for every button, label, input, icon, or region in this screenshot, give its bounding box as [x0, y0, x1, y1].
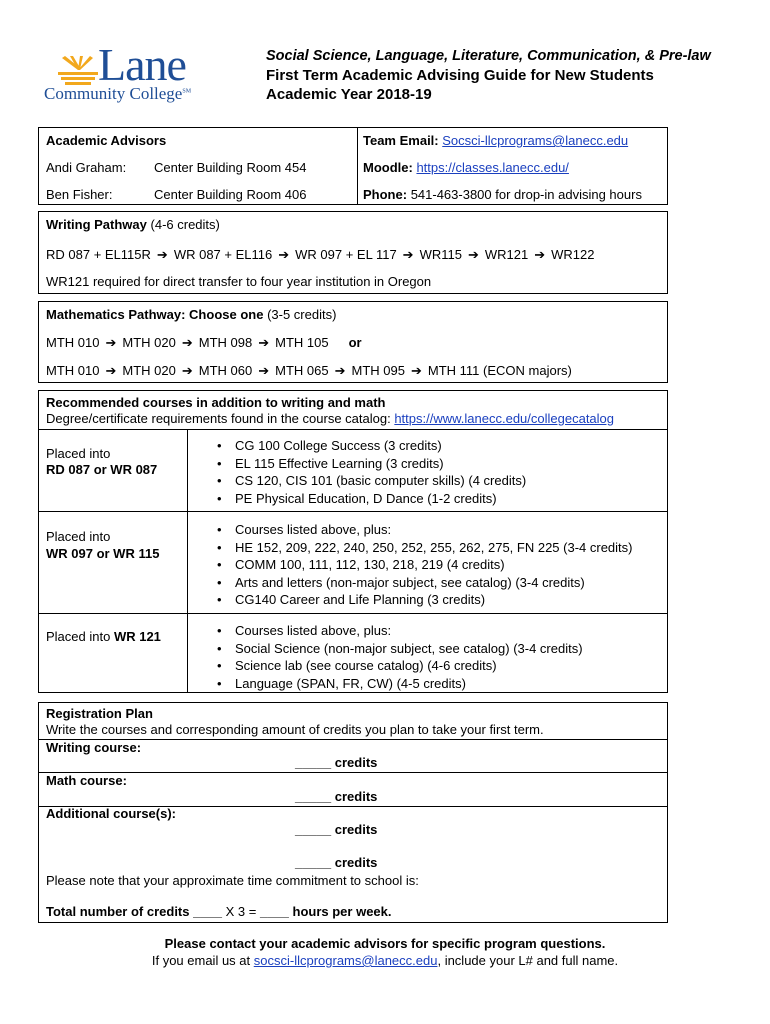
moodle-row: Moodle: https://classes.lanecc.edu/: [363, 160, 569, 175]
placed-level-row: Placed into WR 121: [46, 629, 161, 644]
list-item: • Science lab (see course catalog) (4-6 credits): [213, 657, 583, 675]
list-item: • COMM 100, 111, 112, 130, 218, 219 (4 credits): [213, 556, 632, 574]
arrow-right-icon: ➔: [181, 363, 193, 378]
math-credits-field[interactable]: _____ credits: [295, 789, 378, 804]
additional-credits-field[interactable]: _____ credits: [295, 855, 378, 870]
total-credits-line[interactable]: Total number of credits ____ X 3 = ____ hours per week.: [46, 904, 392, 919]
arrow-right-icon: ➔: [334, 363, 346, 378]
arrow-right-icon: ➔: [258, 335, 270, 350]
list-item: • CG140 Career and Life Planning (3 credits): [213, 591, 632, 609]
math-pathway-box: [38, 301, 668, 383]
team-email-row: Team Email: Socsci-llcprograms@lanecc.edu: [363, 133, 629, 148]
writing-path: RD 087 + EL115R ➔ WR 087 + EL116 ➔ WR 097 + EL 117 ➔ WR115 ➔ WR121 ➔ WR122: [46, 247, 595, 262]
writing-course-label: Writing course:: [46, 740, 142, 755]
arrow-right-icon: ➔: [105, 363, 117, 378]
sun-icon: [58, 56, 100, 86]
math-course-label: Math course:: [46, 773, 127, 788]
registration-box: [38, 702, 668, 923]
lane-logo: [44, 39, 234, 106]
writing-pathway-box: [38, 211, 668, 294]
advisor-name: Andi Graham:: [46, 160, 127, 175]
list-item: • HE 152, 209, 222, 240, 250, 252, 255, 262, 275, FN 225 (3-4 credits): [213, 539, 632, 557]
moodle-link[interactable]: https://classes.lanecc.edu/: [416, 160, 569, 175]
writing-credits-field[interactable]: _____ credits: [295, 755, 378, 770]
time-note: Please note that your approximate time commitment to school is:: [46, 873, 419, 888]
footer-email-link[interactable]: socsci-llcprograms@lanecc.edu: [253, 953, 438, 968]
header-title: First Term Academic Advising Guide for New Students: [266, 67, 654, 84]
list-item: • CG 100 College Success (3 credits): [213, 437, 526, 455]
arrow-right-icon: ➔: [156, 247, 168, 262]
placed-label: Placed into: [46, 529, 111, 544]
placed-level: RD 087 or WR 087: [46, 462, 158, 477]
course-list: [213, 437, 526, 507]
writing-note: WR121 required for direct transfer to four year institution in Oregon: [46, 274, 432, 289]
math-or: or: [348, 335, 362, 350]
team-email-link[interactable]: Socsci-llcprograms@lanecc.edu: [442, 133, 629, 148]
arrow-right-icon: ➔: [258, 363, 270, 378]
arrow-right-icon: ➔: [467, 247, 479, 262]
catalog-link[interactable]: https://www.lanecc.edu/collegecatalog: [394, 411, 615, 426]
footer-contact: Please contact your academic advisors for specific program questions.: [164, 936, 606, 951]
recommended-subtitle: Degree/certificate requirements found in the course catalog: https://www.lanecc.edu/collegecatalog: [46, 411, 615, 426]
header-programs: Social Science, Language, Literature, Communication, & Pre-law: [266, 48, 711, 64]
arrow-right-icon: ➔: [181, 335, 193, 350]
list-item: • EL 115 Effective Learning (3 credits): [213, 455, 526, 473]
additional-credits-field[interactable]: _____ credits: [295, 822, 378, 837]
logo-word: Lane: [98, 39, 186, 90]
header-year: Academic Year 2018-19: [266, 86, 432, 103]
document-header: [266, 47, 711, 104]
advisor-room: Center Building Room 406: [154, 187, 307, 202]
list-item: • Courses listed above, plus:: [213, 622, 583, 640]
arrow-right-icon: ➔: [534, 247, 546, 262]
list-item: • Courses listed above, plus:: [213, 521, 632, 539]
math-path-2: MTH 010 ➔ MTH 020 ➔ MTH 060 ➔ MTH 065 ➔ MTH 095 ➔ MTH 111 (ECON majors): [46, 363, 572, 378]
advisors-box: [38, 127, 668, 205]
list-item: • Language (SPAN, FR, CW) (4-5 credits): [213, 675, 583, 693]
footer-email-line: If you email us at socsci-llcprograms@lanecc.edu, include your L# and full name.: [151, 953, 619, 968]
list-item: • Arts and letters (non-major subject, see catalog) (3-4 credits): [213, 574, 632, 592]
math-path-1: MTH 010 ➔ MTH 020 ➔ MTH 098 ➔ MTH 105 or: [46, 335, 362, 350]
course-list: [213, 622, 583, 692]
placed-label: Placed into: [46, 446, 111, 461]
math-title: Mathematics Pathway: Choose one (3-5 credits): [46, 307, 337, 322]
placed-level: WR 097 or WR 115: [46, 546, 160, 561]
advisor-name: Ben Fisher:: [46, 187, 113, 202]
advisor-room: Center Building Room 454: [154, 160, 307, 175]
registration-title: Registration Plan: [46, 706, 153, 721]
logo-subtitle: Community College℠: [44, 84, 192, 103]
list-item: • CS 120, CIS 101 (basic computer skills) (4 credits): [213, 472, 526, 490]
list-item: • Social Science (non-major subject, see catalog) (3-4 credits): [213, 640, 583, 658]
writing-title: Writing Pathway (4-6 credits): [46, 217, 220, 232]
advisors-heading: Academic Advisors: [46, 133, 167, 148]
list-item: • PE Physical Education, D Dance (1-2 credits): [213, 490, 526, 508]
additional-course-label: Additional course(s):: [46, 806, 177, 821]
registration-subtitle: Write the courses and corresponding amount of credits you plan to take your first term.: [46, 722, 544, 737]
arrow-right-icon: ➔: [402, 247, 414, 262]
course-list: [213, 521, 632, 609]
arrow-right-icon: ➔: [278, 247, 290, 262]
arrow-right-icon: ➔: [105, 335, 117, 350]
arrow-right-icon: ➔: [410, 363, 422, 378]
recommended-title: Recommended courses in addition to writing and math: [46, 395, 386, 410]
recommended-box: [38, 390, 668, 693]
phone-row: Phone: 541-463-3800 for drop-in advising hours: [363, 187, 642, 202]
